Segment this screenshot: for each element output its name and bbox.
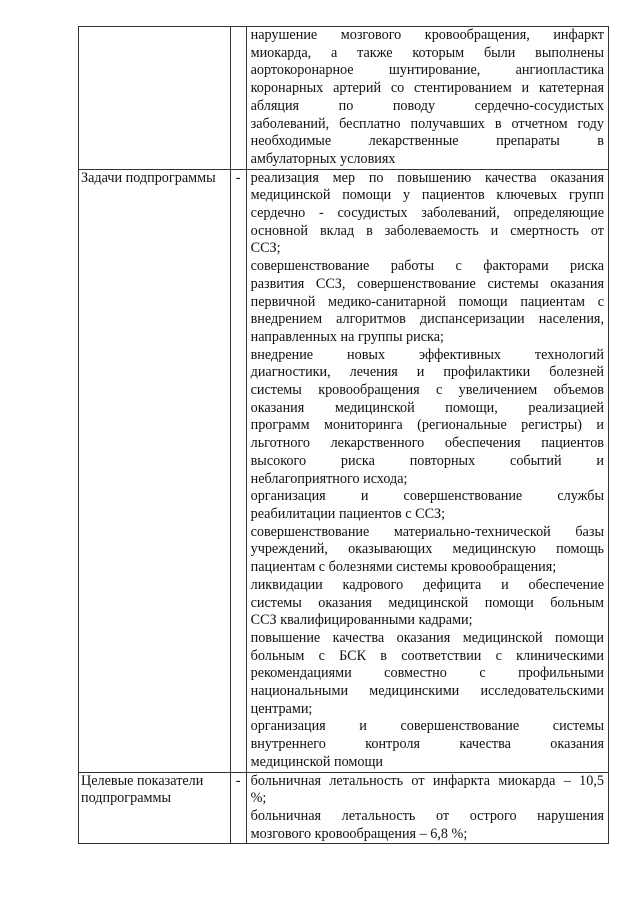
text-line: мозгового кровообращения – 6,8 %; [250,825,468,842]
text-line: рекомендациями совместно с профильными [250,665,604,682]
content-paragraph [251,27,604,169]
text-line: учреждений, оказывающих медицинскую помощь [250,541,604,558]
text-line: льготного лекарственного обеспечения пациентов [250,435,604,452]
content-paragraph [251,170,604,259]
text-line: развития ССЗ, совершенствование системы оказания [250,275,604,292]
text-line: %; [250,790,267,807]
text-line: ССЗ квалифицированными кадрами; [250,612,473,629]
text-line: пациентам с болезнями системы кровообращения; [250,559,557,576]
text-line: системы кровообращения с увеличением объемов [250,382,604,399]
text-line: организация и совершенствование службы [250,488,604,505]
text-line: основной вклад в заболеваемость и смертность от [250,222,604,239]
table-row [79,27,609,170]
text-line: организация и совершенствование системы [250,718,604,735]
text-line: медицинской помощи [250,753,383,770]
dash-cell [230,169,246,772]
content-paragraph [251,773,604,808]
text-line: оказания медицинской помощи, реализацией [250,399,604,416]
dash-cell [230,27,246,170]
dash: - [235,169,241,186]
text-line: неблагоприятного исхода; [250,470,408,487]
text-line: внедрением алгоритмов диспансеризации населения, [250,311,604,328]
text-line: больничная летальность от инфаркта миокарда – 10,5 [250,772,604,789]
text-line: сердечно - сосудистых заболеваний, определяющие [250,205,604,222]
text-line: заболеваний, бесплатно получавших в отчетном году [250,115,604,132]
row-label-line: Целевые показатели [81,772,204,789]
text-line: реализация мер по повышению качества оказания [250,169,604,186]
row-label-line: подпрограммы [81,790,171,807]
text-line: центрами; [250,700,313,717]
text-line: совершенствование материально-технической базы [250,523,604,540]
text-line: миокарда, а также которым были выполнены [250,44,604,61]
text-line: ССЗ; [250,240,281,257]
text-line: аортокоронарное шунтирование, ангиопластика [250,62,604,79]
row-content-cell [246,169,608,772]
text-line: необходимые лекарственные препараты в [250,133,604,150]
text-line: первичной медико-санитарной помощи пациентам с [250,293,604,310]
row-label-cell [79,27,231,170]
text-line: ликвидации кадрового дефицита и обеспечение [250,576,604,593]
row-label-cell [79,772,231,844]
row-content-cell [246,27,608,170]
text-line: нарушение мозгового кровообращения, инфаркт [250,27,604,43]
dash: - [235,772,241,789]
text-line: внутреннего контроля качества оказания [250,736,604,753]
content-paragraph [251,577,604,630]
content-paragraph [251,347,604,489]
table-row [79,772,609,844]
content-paragraph [251,524,604,577]
content-paragraph [251,258,604,347]
content-paragraph [251,630,604,719]
row-content-cell [246,772,608,844]
text-line: повышение качества оказания медицинской помощи [250,629,604,646]
text-line: больничная летальность от острого нарушения [250,807,604,824]
text-line: диагностики, лечения и профилактики болезней [250,364,604,381]
text-line: больным с БСК в соответствии с клиническими [250,647,604,664]
text-line: абляция по поводу сердечно-сосудистых [250,97,604,114]
text-line: совершенствование работы с факторами риска [250,258,604,275]
content-paragraph [251,488,604,523]
text-line: высокого риска повторных событий и [250,452,604,469]
text-line: коронарных артерий со стентированием и катетерная [250,80,604,97]
text-line: внедрение новых эффективных технологий [250,346,604,363]
text-line: реабилитации пациентов с ССЗ; [250,505,446,522]
text-line: медицинской помощи у пациентов ключевых групп [250,187,604,204]
text-line: направленных на группы риска; [250,328,444,345]
text-line: амбулаторных условиях [250,150,396,167]
dash-cell [230,772,246,844]
content-paragraph [251,718,604,771]
text-line: программ мониторинга (региональные регистры) и [250,417,604,434]
text-line: системы оказания медицинской помощи больным [250,594,604,611]
program-passport-table [78,26,609,844]
text-line: национальными медицинскими исследовательскими [250,683,604,700]
row-label-cell [79,169,231,772]
table-row [79,169,609,772]
content-paragraph [251,808,604,843]
row-label: Задачи подпрограммы [81,169,216,186]
